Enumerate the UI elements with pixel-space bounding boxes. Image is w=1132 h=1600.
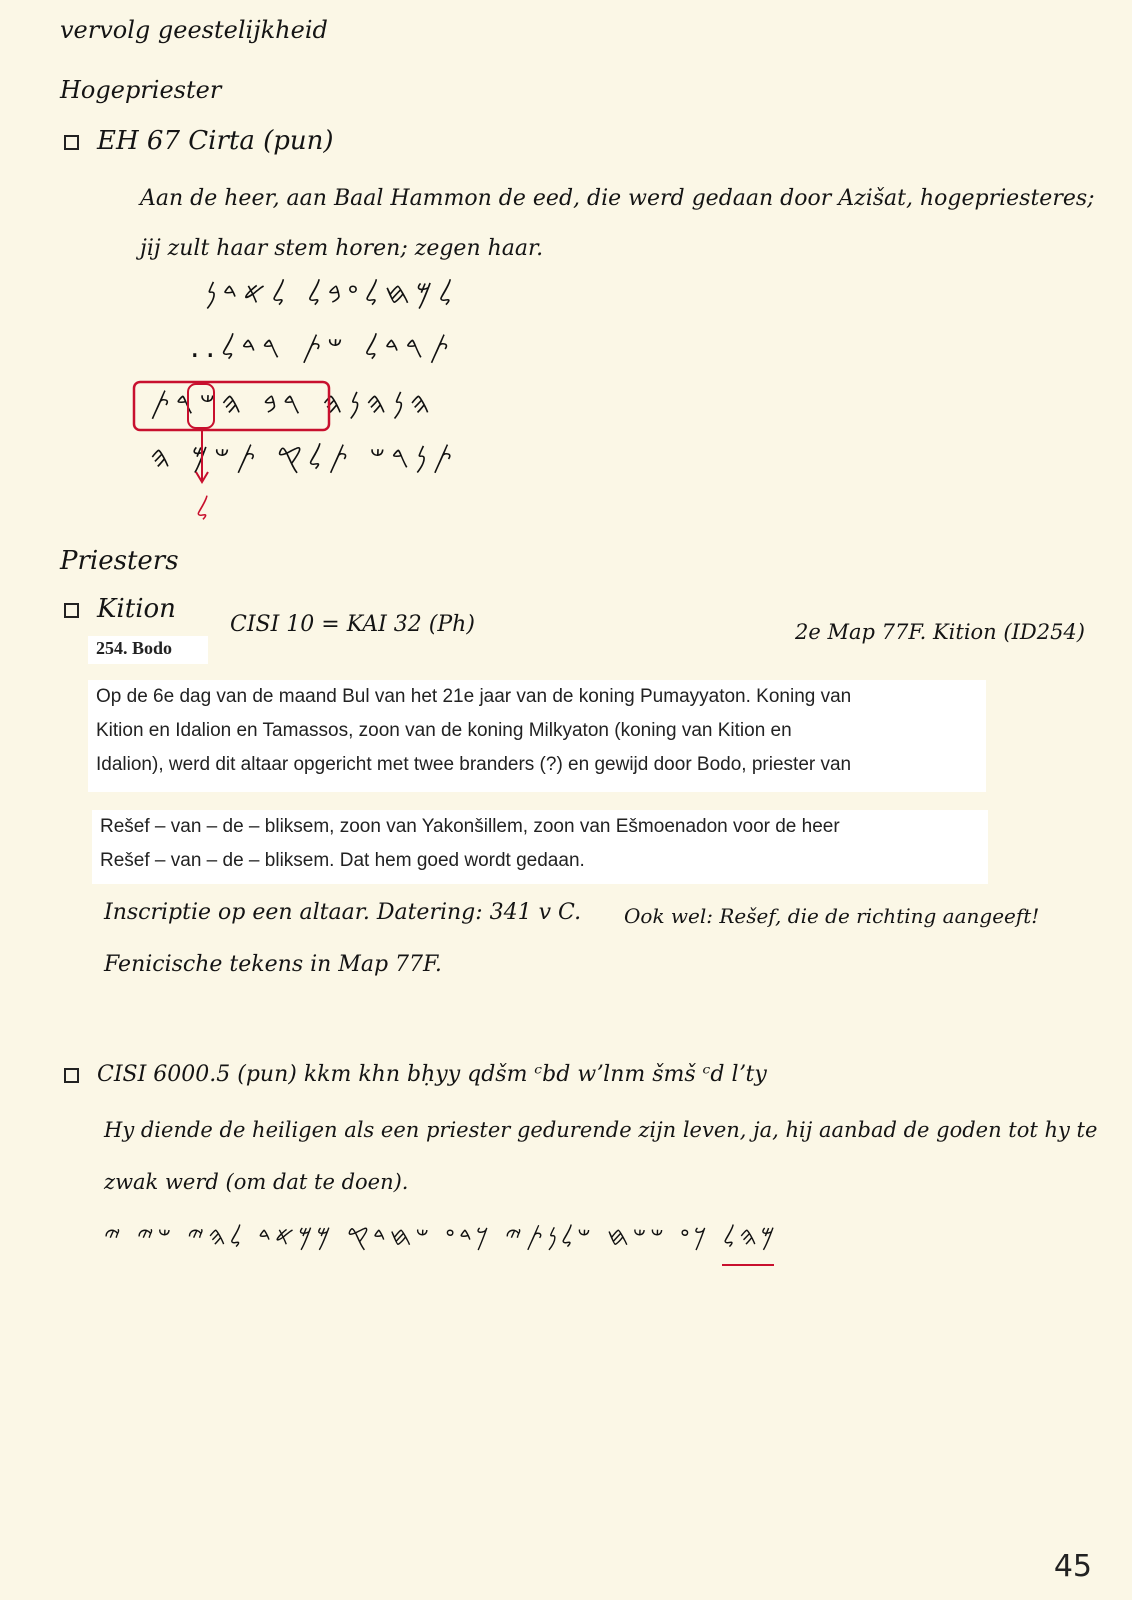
red-annotation [130,378,340,528]
section3-heading [64,1062,767,1087]
section2-note-2: Fenicische tekens in Map 77F. [104,952,442,977]
section2-note-right: Ook wel: Rešef, die de richting aangeeft! [624,904,1040,928]
section2-note-1: Inscriptie op een altaar. Datering: 341 v C. [104,900,582,925]
checkbox-icon [64,1068,79,1083]
printed-line: Rešef – van – de – bliksem. Dat hem goed wordt gedaan. [100,850,585,871]
section2-sub [64,594,176,624]
printed-clipping-body-1 [88,680,986,792]
printed-line: Op de 6e dag van de maand Bul van het 21e jaar van de koning Pumayyaton. Koning van [96,686,852,707]
phoenician-row-5: 𐤌𐤄𐤋 𐤊𐤏 𐤔𐤔𐤇 𐤔𐤋𐤍𐤕𐤉 𐤊𐤃𐤏 𐤔𐤇𐤃𐤒 𐤌𐤌𐤀𐤃 𐤋𐤄𐤉 𐤔𐤉 𐤉 [104,1222,780,1252]
checkbox-icon [64,135,79,150]
section3-translation-1: Hy diende de heiligen als een priester gedurende zijn leven, ja, hij aanbad de goden tot hy te [104,1118,1098,1142]
phoenician-row-3: 𐤄𐤍𐤄𐤍𐤄 𐤓𐤁 𐤄𐤔𐤓𐤕 [150,386,437,421]
printed-clipping-body-2 [92,810,988,884]
printed-line: Idalion), werd dit altaar opgericht met twee branders (?) en gewijd door Bodo, priester van [96,754,852,775]
checkbox-icon [64,603,79,618]
section1-translation-1: Aan de heer, aan Baal Hammon de eed, die werd gedaan door Azišat, hogepriesteres; [140,186,1095,211]
printed-line: Kition en Idalion en Tamassos, zoon van de koning Milkyaton (koning van Kition en [96,720,792,741]
section1-heading [64,126,334,156]
phoenician-row-1: 𐤋𐤌𐤇𐤋𐤏𐤁𐤋 𐤋𐤀𐤃𐤍 [205,276,459,311]
red-arrow-glyph: 𐤋 [196,492,216,525]
header-line-1: vervolg geestelijkheid [60,16,328,44]
phoenician-row-2: ..𐤕𐤓𐤃𐤋 𐤔𐤕 𐤓𐤃𐤋 [190,330,455,365]
section1-heading-text: EH 67 Cirta (pun) [97,126,334,156]
section2-ref: CISI 10 = KAI 32 (Ph) [230,612,475,637]
red-underline [722,1264,774,1266]
section2-sub-text: Kition [97,594,176,624]
printed-clipping-title [88,636,208,664]
section3-translation-2: zwak werd (om dat te doen). [104,1170,409,1194]
header-line-2: Hogepriester [60,76,222,104]
section3-heading-text: CISI 6000.5 (pun) kkm khn bḥyy qdšm ᶜbd wʼlnm šmš ᶜd lʼty [97,1062,767,1087]
section2-heading: Priesters [60,546,179,576]
section1-translation-2: jij zult haar stem horen; zegen haar. [140,236,544,261]
printed-title: 254. Bodo [96,638,173,658]
page-number: 45 [1053,1549,1092,1584]
phoenician-row-4: 𐤕𐤍𐤓𐤔 𐤕𐤋𐤒 𐤕𐤔𐤌 𐤄 [150,440,459,475]
section2-ref-right: 2e Map 77F. Kition (ID254) [795,620,1085,644]
printed-line: Rešef – van – de – bliksem, zoon van Yakonšillem, zoon van Ešmoenadon voor de heer [100,816,840,837]
